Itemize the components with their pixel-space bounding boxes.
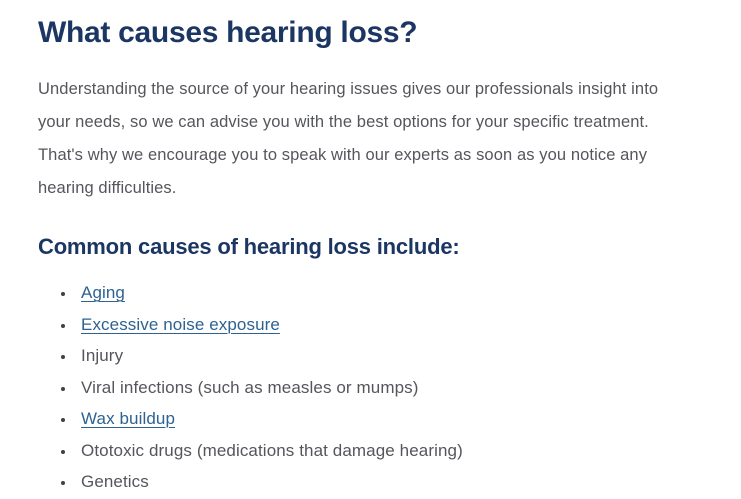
intro-paragraph <box>38 73 701 205</box>
wax-buildup-link[interactable]: Wax buildup <box>81 409 176 428</box>
list-item-ototoxic-drugs <box>76 435 701 467</box>
cause-label: Genetics <box>81 472 149 491</box>
cause-label: Viral infections (such as measles or mumps) <box>81 377 419 397</box>
cause-label: Ototoxic drugs (medications that damage hearing) <box>81 440 463 460</box>
list-item-injury <box>76 340 701 372</box>
list-item-viral-infections <box>76 372 701 404</box>
causes-subheading: Common causes of hearing loss include: <box>38 234 460 259</box>
intro-line: That's why we encourage you to speak with our experts as soon as you notice any <box>38 146 648 164</box>
causes-list <box>38 277 701 498</box>
intro-line: hearing difficulties. <box>38 179 177 197</box>
cause-label: Injury <box>81 346 124 365</box>
intro-line: Understanding the source of your hearing issues gives our professionals insight into <box>38 80 659 98</box>
page-title: What causes hearing loss? <box>38 16 418 49</box>
list-item-wax-buildup <box>76 403 701 435</box>
aging-link[interactable]: Aging <box>81 283 125 302</box>
list-item-excessive-noise-exposure <box>76 309 701 341</box>
excessive-noise-exposure-link[interactable]: Excessive noise exposure <box>81 314 280 334</box>
intro-line: your needs, so we can advise you with the best options for your specific treatment. <box>38 113 649 131</box>
list-item-genetics <box>76 466 701 498</box>
list-item-aging <box>76 277 701 309</box>
